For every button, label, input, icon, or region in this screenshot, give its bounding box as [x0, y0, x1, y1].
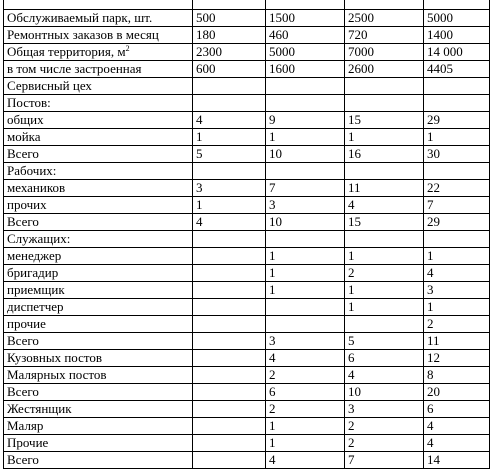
- table-row: [4, 146, 490, 163]
- table-row: [4, 452, 490, 469]
- value-cell: 1: [266, 418, 345, 435]
- row-label: мойка: [7, 129, 41, 144]
- value-cell: 29: [424, 112, 490, 129]
- value-cell: 11: [345, 180, 424, 197]
- value-cell: 15: [345, 214, 424, 231]
- row-label-cell: [4, 333, 193, 350]
- value-cell: 1: [345, 299, 424, 316]
- value-cell: [193, 163, 266, 180]
- value-cell: [345, 0, 424, 10]
- row-label: Жестянщик: [7, 401, 72, 416]
- row-label: в том числе застроенная: [7, 61, 142, 76]
- value-cell: [266, 163, 345, 180]
- value-cell: 9: [266, 112, 345, 129]
- row-label-cell: [4, 78, 193, 95]
- row-label: Маляр: [7, 418, 44, 433]
- value-cell: [193, 401, 266, 418]
- value-cell: [266, 78, 345, 95]
- value-cell: 2: [266, 367, 345, 384]
- value-cell: [266, 231, 345, 248]
- row-label: Ремонтных заказов в месяц: [7, 27, 159, 42]
- value-cell: [266, 0, 345, 10]
- table-row: [4, 333, 490, 350]
- table-row: [4, 129, 490, 146]
- row-label: приемщик: [7, 282, 65, 297]
- row-label-cell: [4, 316, 193, 333]
- value-cell: 22: [424, 180, 490, 197]
- value-cell: 2300: [193, 44, 266, 61]
- value-cell: 3: [193, 180, 266, 197]
- value-cell: 600: [193, 61, 266, 78]
- service-station-table: [3, 0, 490, 469]
- table-row: [4, 78, 490, 95]
- row-label: менеджер: [7, 248, 62, 263]
- value-cell: 1: [266, 129, 345, 146]
- value-cell: 1: [266, 248, 345, 265]
- value-cell: 460: [266, 27, 345, 44]
- value-cell: [193, 435, 266, 452]
- table-row: [4, 384, 490, 401]
- row-label-cell: [4, 214, 193, 231]
- value-cell: 3: [345, 401, 424, 418]
- row-label-cell: [4, 248, 193, 265]
- value-cell: 2500: [345, 10, 424, 27]
- value-cell: 1: [266, 282, 345, 299]
- row-label-cell: [4, 61, 193, 78]
- row-label-cell: [4, 299, 193, 316]
- value-cell: 7000: [345, 44, 424, 61]
- value-cell: 3: [266, 333, 345, 350]
- value-cell: 7: [424, 197, 490, 214]
- value-cell: 4405: [424, 61, 490, 78]
- row-label: диспетчер: [7, 299, 64, 314]
- value-cell: [345, 231, 424, 248]
- table-row: [4, 231, 490, 248]
- table-row: [4, 61, 490, 78]
- row-label-cell: [4, 95, 193, 112]
- value-cell: 180: [193, 27, 266, 44]
- value-cell: [266, 95, 345, 112]
- row-label: бригадир: [7, 265, 59, 280]
- value-cell: 4: [345, 197, 424, 214]
- value-cell: 1: [345, 282, 424, 299]
- value-cell: 1: [266, 265, 345, 282]
- value-cell: 4: [193, 112, 266, 129]
- value-cell: [193, 299, 266, 316]
- row-label-cell: [4, 10, 193, 27]
- value-cell: 20: [424, 384, 490, 401]
- row-label: Сервисный цех: [7, 78, 92, 93]
- row-label: Постов:: [7, 95, 51, 110]
- row-label: Кузовных постов: [7, 350, 103, 365]
- value-cell: 10: [345, 384, 424, 401]
- value-cell: 1: [345, 248, 424, 265]
- row-label-cell: [4, 197, 193, 214]
- row-label-cell: [4, 418, 193, 435]
- value-cell: 1: [424, 129, 490, 146]
- value-cell: 4: [266, 452, 345, 469]
- row-label-cell: [4, 163, 193, 180]
- table-row: [4, 197, 490, 214]
- table-row: [4, 418, 490, 435]
- value-cell: [193, 384, 266, 401]
- row-label: Всего: [7, 214, 39, 229]
- value-cell: 12: [424, 350, 490, 367]
- table-row: [4, 248, 490, 265]
- table-row: [4, 112, 490, 129]
- table-row: [4, 401, 490, 418]
- row-label-cell: [4, 452, 193, 469]
- row-label: Обслуживаемый парк, шт.: [7, 10, 153, 25]
- table-row: [4, 367, 490, 384]
- document-sheet: [3, 0, 489, 469]
- value-cell: [424, 0, 490, 10]
- row-label-cell: [4, 367, 193, 384]
- value-cell: 8: [424, 367, 490, 384]
- value-cell: [193, 265, 266, 282]
- value-cell: 2600: [345, 61, 424, 78]
- value-cell: [424, 95, 490, 112]
- value-cell: [345, 163, 424, 180]
- table-row: [4, 214, 490, 231]
- value-cell: 1: [345, 129, 424, 146]
- value-cell: 7: [266, 180, 345, 197]
- row-label: Всего: [7, 384, 39, 399]
- value-cell: [193, 333, 266, 350]
- value-cell: [345, 316, 424, 333]
- value-cell: 6: [345, 350, 424, 367]
- value-cell: [345, 78, 424, 95]
- row-label: Всего: [7, 146, 39, 161]
- value-cell: 500: [193, 10, 266, 27]
- table-row: [4, 265, 490, 282]
- value-cell: 15: [345, 112, 424, 129]
- table-row: [4, 299, 490, 316]
- row-label-cell: [4, 231, 193, 248]
- table-row: [4, 350, 490, 367]
- value-cell: 1: [266, 435, 345, 452]
- table-body: [4, 0, 490, 469]
- table-row: [4, 10, 490, 27]
- value-cell: 2: [345, 265, 424, 282]
- row-label-cell: [4, 112, 193, 129]
- row-label: общих: [7, 112, 44, 127]
- table-row: [4, 316, 490, 333]
- row-label-cell: [4, 282, 193, 299]
- value-cell: [424, 163, 490, 180]
- value-cell: 1: [424, 299, 490, 316]
- value-cell: [193, 231, 266, 248]
- value-cell: [424, 78, 490, 95]
- table-row: [4, 180, 490, 197]
- value-cell: 1600: [266, 61, 345, 78]
- value-cell: 2: [424, 316, 490, 333]
- value-cell: 4: [266, 350, 345, 367]
- row-label: Служащих:: [7, 231, 71, 246]
- table-row: [4, 0, 490, 10]
- row-label: прочих: [7, 197, 47, 212]
- value-cell: 14 000: [424, 44, 490, 61]
- value-cell: [193, 316, 266, 333]
- row-label-cell: [4, 350, 193, 367]
- value-cell: 1500: [266, 10, 345, 27]
- value-cell: 3: [266, 197, 345, 214]
- value-cell: 10: [266, 214, 345, 231]
- row-label-cell: [4, 180, 193, 197]
- value-cell: 4: [193, 214, 266, 231]
- row-label: Всего: [7, 333, 39, 348]
- table-row: [4, 95, 490, 112]
- row-label-cell: [4, 44, 193, 61]
- table-row: [4, 44, 490, 61]
- row-label: Малярных постов: [7, 367, 107, 382]
- value-cell: 6: [424, 401, 490, 418]
- value-cell: [193, 95, 266, 112]
- value-cell: 2: [345, 435, 424, 452]
- value-cell: [193, 452, 266, 469]
- value-cell: 4: [424, 418, 490, 435]
- row-label-cell: [4, 265, 193, 282]
- value-cell: 29: [424, 214, 490, 231]
- value-cell: 11: [424, 333, 490, 350]
- value-cell: 5: [345, 333, 424, 350]
- table-row: [4, 27, 490, 44]
- value-cell: [266, 299, 345, 316]
- value-cell: 10: [266, 146, 345, 163]
- value-cell: 5: [193, 146, 266, 163]
- value-cell: 14: [424, 452, 490, 469]
- value-cell: 3: [424, 282, 490, 299]
- value-cell: 2: [345, 418, 424, 435]
- value-cell: [193, 0, 266, 10]
- value-cell: 4: [345, 367, 424, 384]
- table-row: [4, 163, 490, 180]
- row-label-superscript: 2: [125, 44, 130, 53]
- value-cell: 1: [424, 248, 490, 265]
- value-cell: 16: [345, 146, 424, 163]
- row-label: механиков: [7, 180, 66, 195]
- value-cell: 1: [193, 129, 266, 146]
- row-label-cell: [4, 27, 193, 44]
- value-cell: 6: [266, 384, 345, 401]
- row-label-cell: [4, 0, 193, 10]
- row-label: Общая территория, м: [7, 44, 126, 59]
- table-row: [4, 435, 490, 452]
- row-label: прочие: [7, 316, 46, 331]
- value-cell: 5000: [424, 10, 490, 27]
- value-cell: [193, 350, 266, 367]
- value-cell: 1: [193, 197, 266, 214]
- row-label-cell: [4, 146, 193, 163]
- value-cell: 2: [266, 401, 345, 418]
- row-label-cell: [4, 384, 193, 401]
- value-cell: 4: [424, 265, 490, 282]
- value-cell: 7: [345, 452, 424, 469]
- row-label: Рабочих:: [7, 163, 57, 178]
- value-cell: [193, 282, 266, 299]
- value-cell: [424, 231, 490, 248]
- row-label-cell: [4, 435, 193, 452]
- value-cell: [193, 78, 266, 95]
- value-cell: 720: [345, 27, 424, 44]
- row-label-cell: [4, 129, 193, 146]
- row-label-cell: [4, 401, 193, 418]
- value-cell: 30: [424, 146, 490, 163]
- value-cell: [193, 418, 266, 435]
- value-cell: 1400: [424, 27, 490, 44]
- value-cell: [345, 95, 424, 112]
- row-label: Прочие: [7, 435, 49, 450]
- row-label: Всего: [7, 452, 39, 467]
- value-cell: [266, 316, 345, 333]
- value-cell: 5000: [266, 44, 345, 61]
- value-cell: [193, 248, 266, 265]
- table-row: [4, 282, 490, 299]
- value-cell: [193, 367, 266, 384]
- value-cell: 4: [424, 435, 490, 452]
